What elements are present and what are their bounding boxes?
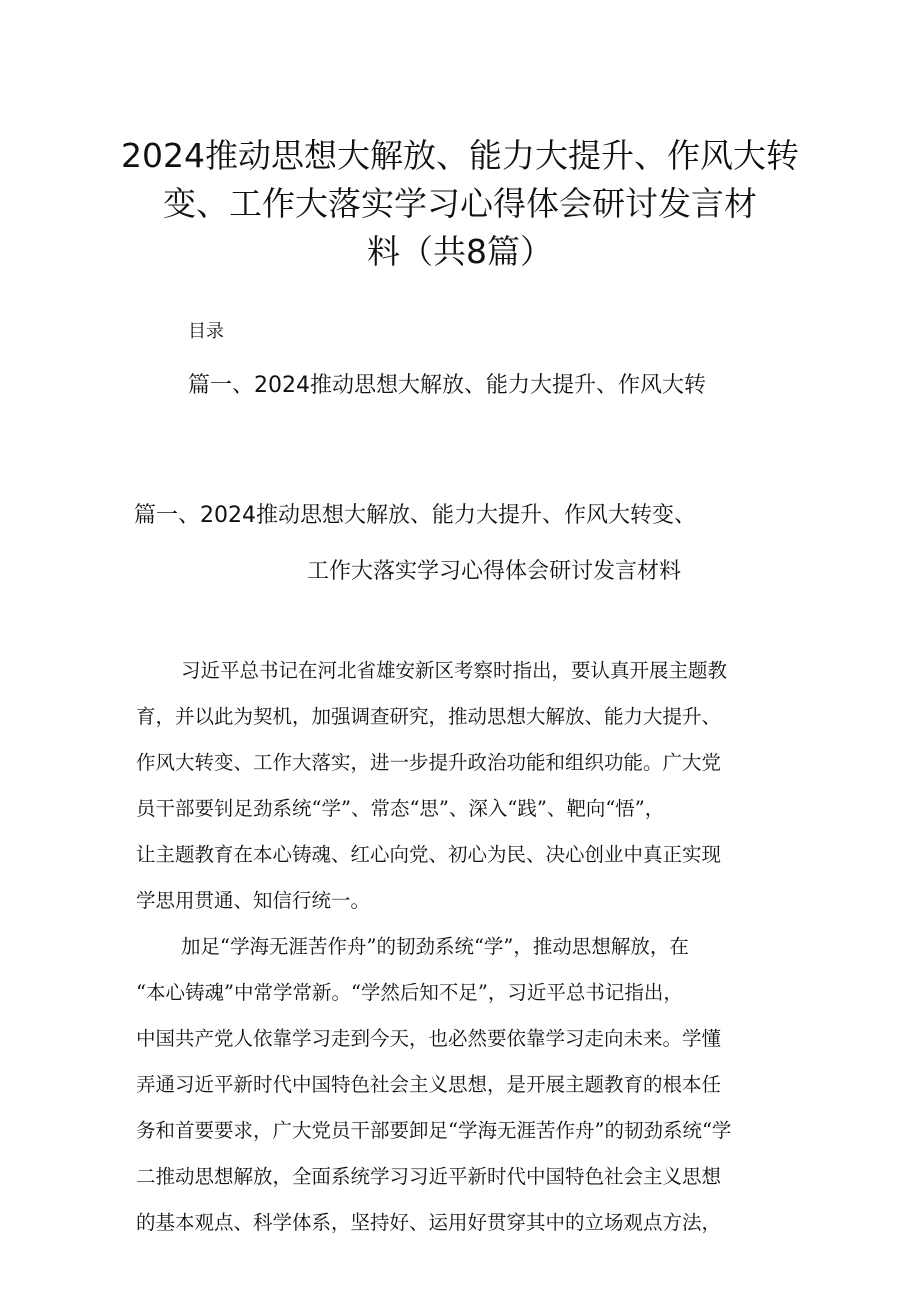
toc-item-1[interactable]: 篇一、2024推动思想大解放、能力大提升、作风大转 <box>188 373 706 398</box>
body-line: 学思用贯通、知信行统一。 <box>136 889 371 912</box>
body-line: 让主题教育在本心铸魂、红心向党、初心为民、决心创业中真正实现 <box>136 843 722 866</box>
section-heading-line-2: 工作大落实学习心得体会研讨发言材料 <box>306 559 681 584</box>
body-line: 二推动思想解放，全面系统学习习近平新时代中国特色社会主义思想 <box>136 1165 722 1188</box>
body-line: “本心铸魂”中常学常新。“学然后知不足”，习近平总书记指出， <box>136 981 683 1004</box>
body-text <box>136 648 788 1246</box>
body-line: 中国共产党人依靠学习走到今天，也必然要依靠学习走向未来。学懂 <box>136 1027 722 1050</box>
body-line: 弄通习近平新时代中国特色社会主义思想，是开展主题教育的根本任 <box>136 1073 722 1096</box>
body-line: 作风大转变、工作大落实，进一步提升政治功能和组织功能。广大党 <box>136 751 722 774</box>
body-line: 习近平总书记在河北省雄安新区考察时指出，要认真开展主题教 <box>181 659 728 682</box>
body-line: 加足“学海无涯苦作舟”的韧劲系统“学”，推动思想解放，在 <box>181 935 689 958</box>
body-line: 务和首要要求，广大党员干部要卸足“学海无涯苦作舟”的韧劲系统“学 <box>136 1119 732 1142</box>
toc-label: 目录 <box>188 321 224 342</box>
body-line: 的基本观点、科学体系，坚持好、运用好贯穿其中的立场观点方法， <box>136 1211 722 1234</box>
section-heading <box>134 488 784 600</box>
title-line-2: 变、工作大落实学习心得体会研讨发言材 <box>163 184 757 223</box>
section-heading-line-1: 篇一、2024推动思想大解放、能力大提升、作风大转变、 <box>134 503 696 528</box>
body-line: 员干部要钊足劲系统“学”、常态“思”、深入“践”、靶向“悟”， <box>136 797 665 820</box>
title-line-1: 2024推动思想大解放、能力大提升、作风大转 <box>121 136 799 175</box>
title-line-3: 料（共8篇） <box>367 232 553 271</box>
body-line: 育，并以此为契机，加强调查研究，推动思想大解放、能力大提升、 <box>136 705 722 728</box>
document-title <box>120 132 800 276</box>
